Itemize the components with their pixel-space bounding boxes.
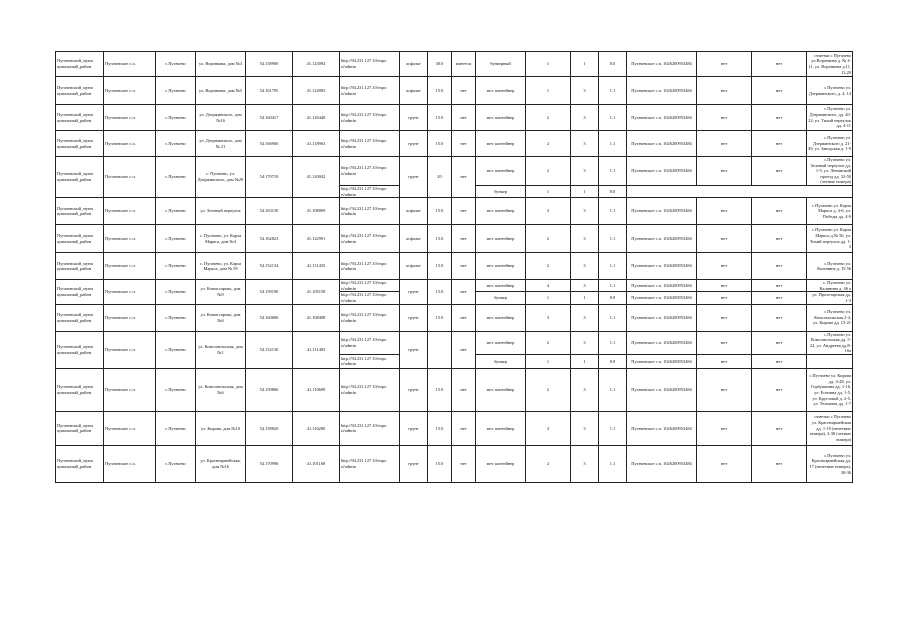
surface-cell: грунт <box>400 411 428 445</box>
flag-cell: нет <box>752 304 807 331</box>
container-planned-cell: 3 <box>571 411 599 445</box>
owner-cell: Пугачевское с.п. 1026200953484 <box>627 331 697 354</box>
container-planned-cell: 1 <box>571 292 599 304</box>
district-cell: Пугачевский_муни ципальный_район <box>56 225 104 253</box>
map-link-cell: http://94.231.127.10/expo rt/admin <box>340 105 400 131</box>
surface-cell: асфальт <box>400 77 428 105</box>
flag-cell: нет <box>752 52 807 77</box>
container-count-cell: 2 <box>526 131 571 157</box>
flag-cell: нет <box>752 77 807 105</box>
surface-cell: грунт <box>400 157 428 198</box>
container-volume-cell: 8.0 <box>599 52 627 77</box>
container-type-cell: бункерный <box>476 52 526 77</box>
served-addresses-cell: с.Пугачево ул. Дзержинского, д. 4, 14 <box>807 77 853 105</box>
owner-cell: Пугачевское с.п. 1026200953484 <box>627 198 697 225</box>
container-planned-cell: 3 <box>571 105 599 131</box>
served-addresses-cell: с.Пугачево ул. Карла Маркса д.№ 56, ул. Тихий переулок дд. 1-3 <box>807 225 853 253</box>
map-link-cell: http://94.231.127.10/expo rt/admin <box>340 77 400 105</box>
locality-cell: с.Пугачево <box>156 157 196 198</box>
area-cell: 15.0 <box>428 105 452 131</box>
flag-cell: нет <box>752 331 807 354</box>
settlement-cell: Пугачевское с.п. <box>104 280 156 304</box>
container-type-cell: бункер <box>476 354 526 368</box>
latitude-cell: 54.158820 <box>246 411 293 445</box>
served-addresses-cell: с.Пугачево ул. Кирова дд. 4-28, ул. Горбушкина дд. 1-16, ул. Есенина дд. 1-5, ул. Кругловой д. 2-5, ул. Тельмана дд. 1-7 <box>807 368 853 411</box>
longitude-cell: 41.108009 <box>293 198 340 225</box>
container-count-cell: 2 <box>526 253 571 280</box>
longitude-cell: 41.120042 <box>293 157 340 198</box>
fence-cell: нет <box>452 445 476 482</box>
district-cell: Пугачевский_муни ципальный_район <box>56 331 104 368</box>
longitude-cell: 41.110609 <box>293 368 340 411</box>
container-planned-cell: 3 <box>571 280 599 292</box>
district-cell: Пугачевский_муни ципальный_район <box>56 77 104 105</box>
flag-cell: нет <box>752 105 807 131</box>
locality-cell: с.Пугачево <box>156 105 196 131</box>
fence-cell: нет <box>452 331 476 368</box>
container-type-cell: мет. контейнер <box>476 225 526 253</box>
area-cell: 15.0 <box>428 77 452 105</box>
surface-cell: асфальт <box>400 52 428 77</box>
map-link-cell: http://94.231.127.10/expo rt/admin <box>340 131 400 157</box>
surface-cell: асфальт <box>400 253 428 280</box>
settlement-cell: Пугачевское с.п. <box>104 445 156 482</box>
map-link-cell: http://94.231.127.10/expo rt/admin <box>340 185 400 197</box>
container-volume-cell: 1.1 <box>599 411 627 445</box>
address-cell: ул. Кирова, дом №10 <box>196 411 246 445</box>
flag-cell: нет <box>697 304 752 331</box>
container-count-cell: 2 <box>526 105 571 131</box>
locality-cell: с.Пугачево <box>156 253 196 280</box>
container-type-cell: бункер <box>476 292 526 304</box>
fence-cell: нет <box>452 368 476 411</box>
map-link-cell: http://94.231.127.10/expo rt/admin <box>340 292 400 304</box>
table-row <box>56 304 853 331</box>
latitude-cell: 54.166966 <box>246 131 293 157</box>
longitude-cell: 41.116280 <box>293 411 340 445</box>
container-volume-cell: 1.1 <box>599 105 627 131</box>
served-addresses-cell: ул. Пролетарская дд. 1-3 <box>807 292 853 304</box>
container-type-cell: мет. контейнер <box>476 253 526 280</box>
flag-cell: нет <box>697 368 752 411</box>
container-count-cell: 3 <box>526 304 571 331</box>
container-type-cell: мет. контейнер <box>476 445 526 482</box>
address-cell: ул. Дзержинского, дом №16 <box>196 105 246 131</box>
served-addresses-cell <box>807 354 853 368</box>
served-addresses-cell: с.Пугачево ул. Красноармейская дд. 17 (нечетные номера), 30-36 <box>807 445 853 482</box>
latitude-cell: 54.152130 <box>246 331 293 368</box>
container-volume-cell: 1.1 <box>599 131 627 157</box>
surface-cell: грунт <box>400 131 428 157</box>
district-cell: Пугачевский_муни ципальный_район <box>56 157 104 198</box>
container-volume-cell: 1.1 <box>599 77 627 105</box>
area-cell: 15.0 <box>428 304 452 331</box>
container-type-cell: мет. контейнер <box>476 280 526 292</box>
container-type-cell: мет. контейнер <box>476 157 526 186</box>
address-cell: ул. Красноармейская, дом №16 <box>196 445 246 482</box>
fence-cell: нет <box>452 411 476 445</box>
fence-cell: нет <box>452 157 476 198</box>
flag-cell: нет <box>697 131 752 157</box>
container-count-cell: 2 <box>526 445 571 482</box>
locality-cell: с.Пугачево <box>156 411 196 445</box>
settlement-cell: Пугачевское с.п. <box>104 304 156 331</box>
area-cell: 15.0 <box>428 253 452 280</box>
flag-cell: нет <box>752 445 807 482</box>
surface-cell: грунт <box>400 304 428 331</box>
flag-cell: нет <box>752 280 807 292</box>
map-link-cell: http://94.231.127.10/expo rt/admin <box>340 368 400 411</box>
owner-cell: Пугачевское с.п. 1026200953484 <box>627 77 697 105</box>
served-addresses-cell: с.Пугачево ул. Зеленый переулок дд. 1-5, ул. Ленинский проезд дд. 32-50 (четные номера) <box>807 157 853 186</box>
longitude-cell: 41.111435 <box>293 253 340 280</box>
fence-cell: нет <box>452 131 476 157</box>
map-link-cell: http://94.231.127.10/expo rt/admin <box>340 331 400 354</box>
map-link-cell: http://94.231.127.10/expo rt/admin <box>340 253 400 280</box>
container-volume-cell: 1.1 <box>599 225 627 253</box>
map-link-cell: http://94.231.127.10/expo rt/admin <box>340 157 400 186</box>
container-count-cell: 2 <box>526 331 571 354</box>
table-row <box>56 52 853 77</box>
area-cell: 15.0 <box>428 280 452 304</box>
flag-cell: нет <box>697 52 752 77</box>
map-link-cell: http://94.231.127.10/expo rt/admin <box>340 445 400 482</box>
fence-cell: нет <box>452 225 476 253</box>
locality-cell: с.Пугачево <box>156 280 196 304</box>
settlement-cell: Пугачевское с.п. <box>104 105 156 131</box>
container-volume-cell: 1.1 <box>599 368 627 411</box>
map-link-cell: http://94.231.127.10/expo rt/admin <box>340 198 400 225</box>
flag-cell: нет <box>752 225 807 253</box>
container-planned-cell: 3 <box>571 445 599 482</box>
settlement-cell: Пугачевское с.п. <box>104 368 156 411</box>
container-type-cell: мет. контейнер <box>476 368 526 411</box>
flag-cell: нет <box>697 411 752 445</box>
flag-cell: нет <box>697 354 752 368</box>
latitude-cell: 54.152134 <box>246 253 293 280</box>
locality-cell: с.Пугачево <box>156 304 196 331</box>
container-volume-cell: 1.1 <box>599 280 627 292</box>
flag-cell: нет <box>697 198 752 225</box>
table-row <box>56 253 853 280</box>
map-link-cell: http://94.231.127.10/expo rt/admin <box>340 280 400 292</box>
container-count-cell: 1 <box>526 354 571 368</box>
latitude-cell: 54.163130 <box>246 198 293 225</box>
container-planned-cell: 3 <box>571 131 599 157</box>
container-volume-cell: 1.1 <box>599 331 627 354</box>
longitude-cell: 41.122991 <box>293 225 340 253</box>
flag-cell: нет <box>752 411 807 445</box>
flag-cell: нет <box>697 77 752 105</box>
served-addresses-cell: с. Пугачево ул. Калинина д. 46 а <box>807 280 853 292</box>
owner-cell: Пугачевское с.п. 1026200953484 <box>627 292 697 304</box>
flag-cell: нет <box>697 225 752 253</box>
container-volume-cell: 1.1 <box>599 253 627 280</box>
served-addresses-cell: с.Пугачево ул. Дзержинского, дд. 20-22, ул. Тихий переулок дд. 4-11 <box>807 105 853 131</box>
area-cell: 15.0 <box>428 131 452 157</box>
surface-cell: грунт <box>400 445 428 482</box>
surface-cell: грунт <box>400 331 428 368</box>
container-planned-cell: 3 <box>571 157 599 186</box>
district-cell: Пугачевский_муни ципальный_район <box>56 304 104 331</box>
longitude-cell: 41.118963 <box>293 131 340 157</box>
locality-cell: с.Пугачево <box>156 368 196 411</box>
fence-cell: нет <box>452 280 476 304</box>
container-count-cell: 2 <box>526 157 571 186</box>
table-row <box>56 77 853 105</box>
latitude-cell: 54.160686 <box>246 304 293 331</box>
flag-cell: нет <box>752 292 807 304</box>
district-cell: Пугачевский_муни ципальный_район <box>56 253 104 280</box>
flag-cell: нет <box>752 354 807 368</box>
district-cell: Пугачевский_муни ципальный_район <box>56 445 104 482</box>
address-cell: ул. Воронкова, дом №3 <box>196 52 246 77</box>
latitude-cell: 54.162823 <box>246 225 293 253</box>
table-row <box>56 411 853 445</box>
served-addresses-cell: с.Пугачево ул. Дзержинского д. 21-49, ул. Заводская д. 1-9 <box>807 131 853 157</box>
district-cell: Пугачевский_муни ципальный_район <box>56 52 104 77</box>
latitude-cell: 54.170719 <box>246 157 293 198</box>
map-link-cell: http://94.231.127.10/expo rt/admin <box>340 225 400 253</box>
latitude-cell: 54.161795 <box>246 77 293 105</box>
area-cell: 20 <box>428 157 452 198</box>
longitude-cell: 41.108408 <box>293 304 340 331</box>
container-type-cell: мет. контейнер <box>476 77 526 105</box>
address-cell: ул. Дзержинского, дом № 21 <box>196 131 246 157</box>
area-cell: 15.0 <box>428 225 452 253</box>
fence-cell: нет <box>452 198 476 225</box>
container-planned-cell: 3 <box>571 368 599 411</box>
served-addresses-cell: с.Пугачево ул. Калинина д. 19 56 <box>807 253 853 280</box>
district-cell: Пугачевский_муни ципальный_район <box>56 105 104 131</box>
latitude-cell: 54.159866 <box>246 368 293 411</box>
owner-cell: Пугачевское с.п. 1026200953484 <box>627 157 697 186</box>
address-cell: ул. Воронкова, дом №5 <box>196 77 246 105</box>
locality-cell: с.Пугачево <box>156 77 196 105</box>
map-link-cell: http://94.231.127.10/expo rt/admin <box>340 354 400 368</box>
table-row <box>56 225 853 253</box>
flag-cell: нет <box>697 253 752 280</box>
container-count-cell: 2 <box>526 225 571 253</box>
locality-cell: с.Пугачево <box>156 198 196 225</box>
flag-cell: нет <box>752 253 807 280</box>
locality-cell: с.Пугачево <box>156 225 196 253</box>
locality-cell: с.Пугачево <box>156 445 196 482</box>
container-planned-cell: 3 <box>571 331 599 354</box>
settlement-cell: Пугачевское с.п. <box>104 157 156 198</box>
table-row <box>56 445 853 482</box>
flag-cell: нет <box>697 157 752 186</box>
owner-cell: Пугачевское с.п. 1026200953484 <box>627 445 697 482</box>
latitude-cell: 54.170996 <box>246 445 293 482</box>
settlement-cell: Пугачевское с.п. <box>104 253 156 280</box>
container-volume-cell: 8.0 <box>599 292 627 304</box>
district-cell: Пугачевский_муни ципальный_район <box>56 280 104 304</box>
container-volume-cell: 8.0 <box>599 354 627 368</box>
district-cell: Пугачевский_муни ципальный_район <box>56 411 104 445</box>
served-addresses-cell: отметки с Пугачево ул.Воронкова д. № 4-11, ул. Воронкова д.11, 13,29 <box>808 52 851 75</box>
table-row <box>56 368 853 411</box>
flag-cell: нет <box>752 131 807 157</box>
locality-cell: с.Пугачево <box>156 331 196 368</box>
flag-cell: нет <box>697 331 752 354</box>
fence-cell: имеется <box>452 52 476 77</box>
longitude-cell: 41.105158 <box>293 280 340 304</box>
owner-cell: Пугачевское с.п. 1026200953484 <box>627 225 697 253</box>
longitude-cell: 41.126440 <box>293 105 340 131</box>
map-link-cell: http://94.231.127.10/expo rt/admin <box>340 304 400 331</box>
surface-cell: грунт <box>400 368 428 411</box>
longitude-cell: 41.124985 <box>293 77 340 105</box>
served-addresses-cell: отметки с Пугачево ул. Красноармейская дд. 1-19 (нечетные номера), 2-38 (четные номера) <box>807 411 853 445</box>
address-cell: ул. Комсомольская, дом №6 <box>196 368 246 411</box>
flag-cell: нет <box>697 280 752 292</box>
area-cell: 30.0 <box>428 52 452 77</box>
table-row <box>56 331 853 354</box>
address-cell: ул. Комиссарова, дом №6 <box>196 304 246 331</box>
container-type-cell: бункер <box>476 185 526 197</box>
container-planned-cell: 3 <box>571 225 599 253</box>
address-cell: с. Пугачево, ул. Карла Маркса, дом №4 <box>196 225 246 253</box>
flag-cell: нет <box>697 105 752 131</box>
container-planned-cell: 1 <box>571 354 599 368</box>
longitude-cell: 41.123094 <box>293 52 340 77</box>
flag-cell: нет <box>697 445 752 482</box>
container-volume-cell: 1.1 <box>599 198 627 225</box>
flag-cell: нет <box>752 157 807 186</box>
flag-cell: нет <box>697 292 752 304</box>
fence-cell: нет <box>452 304 476 331</box>
container-count-cell: 3 <box>526 198 571 225</box>
container-count-cell: 3 <box>526 411 571 445</box>
container-type-cell: мет. контейнер <box>476 131 526 157</box>
longitude-cell: 41.111483 <box>293 331 340 368</box>
container-planned-cell: 3 <box>571 253 599 280</box>
owner-cell: Пугачевское с.п. 1026200953484 <box>627 253 697 280</box>
table-row <box>56 198 853 225</box>
table-row <box>56 105 853 131</box>
table-row <box>56 157 853 186</box>
empty-cell <box>627 185 853 197</box>
map-link-cell: http://94.231.127.10/expo rt/admin <box>340 411 400 445</box>
locality-cell: с.Пугачево <box>156 131 196 157</box>
served-addresses-cell: с.Пугачево ул. Комсомольская дд. 5-22, ул. Андреева дд.8-16а <box>807 331 853 354</box>
settlement-cell: Пугачевское с.п. <box>104 77 156 105</box>
settlement-cell: Пугачевское с.п. <box>104 411 156 445</box>
surface-cell: грунт <box>400 105 428 131</box>
container-planned-cell: 1 <box>571 52 599 77</box>
owner-cell: Пугачевское с.п. 1026200953484 <box>627 354 697 368</box>
settlement-cell: Пугачевское с.п. <box>104 331 156 368</box>
owner-cell: Пугачевское с.п. 1026200953484 <box>627 411 697 445</box>
owner-cell: Пугачевское с.п. 1026200953484 <box>627 368 697 411</box>
container-type-cell: мет. контейнер <box>476 304 526 331</box>
container-planned-cell: 3 <box>571 304 599 331</box>
owner-cell: Пугачевское с.п. 1026200953484 <box>627 131 697 157</box>
latitude-cell: 54.158900 <box>246 52 293 77</box>
served-addresses-cell: с.Пугачево ул. Комсомольская 2-4, ул. Кирова дд. 15-21 <box>807 304 853 331</box>
settlement-cell: Пугачевское с.п. <box>104 198 156 225</box>
table-row <box>56 131 853 157</box>
area-cell <box>428 331 452 368</box>
latitude-cell: 54.159190 <box>246 280 293 304</box>
table-row <box>56 280 853 292</box>
container-type-cell: мет. контейнер <box>476 331 526 354</box>
map-link-cell: http://94.231.127.10/expo rt/admin <box>340 52 400 77</box>
container-type-cell: мет. контейнер <box>476 105 526 131</box>
container-planned-cell: 3 <box>571 77 599 105</box>
area-cell: 15.0 <box>428 445 452 482</box>
district-cell: Пугачевский_муни ципальный_район <box>56 198 104 225</box>
container-type-cell: мет. контейнер <box>476 198 526 225</box>
owner-cell: Пугачевское с.п. 1026200953484 <box>627 280 697 292</box>
container-type-cell: мет. контейнер <box>476 411 526 445</box>
container-volume-cell: 8.0 <box>599 185 627 197</box>
district-cell: Пугачевский_муни ципальный_район <box>56 368 104 411</box>
fence-cell: нет <box>452 77 476 105</box>
area-cell: 15.0 <box>428 198 452 225</box>
container-count-cell: 1 <box>526 52 571 77</box>
locality-cell: с.Пугачево <box>156 52 196 77</box>
settlement-cell: Пугачевское с.п. <box>104 225 156 253</box>
district-cell: Пугачевский_муни ципальный_район <box>56 131 104 157</box>
container-volume-cell: 1.1 <box>599 445 627 482</box>
container-count-cell: 1 <box>526 185 571 197</box>
container-volume-cell: 1.1 <box>599 304 627 331</box>
latitude-cell: 54.160417 <box>246 105 293 131</box>
owner-cell: Пугачевское с.п. 1026200953484 <box>627 105 697 131</box>
owner-cell: Пугачевское с.п. 1026200953484 <box>627 52 697 77</box>
settlement-cell: Пугачевское с.п. <box>104 52 156 77</box>
address-cell: ул. Зеленый переулок <box>196 198 246 225</box>
container-volume-cell: 1.1 <box>599 157 627 186</box>
container-planned-cell: 3 <box>571 198 599 225</box>
flag-cell: нет <box>752 368 807 411</box>
container-count-cell: 2 <box>526 368 571 411</box>
container-count-cell: 4 <box>526 280 571 292</box>
surface-cell: асфальт <box>400 198 428 225</box>
container-count-cell: 1 <box>526 77 571 105</box>
address-cell: с. Пугачево, ул. Карла Маркса, дом № 59 <box>196 253 246 280</box>
fence-cell: нет <box>452 105 476 131</box>
address-cell: с. Пугачево, ул. Дзержинского, дом №29 <box>196 157 246 198</box>
flag-cell: нет <box>752 198 807 225</box>
settlement-cell: Пугачевское с.п. <box>104 131 156 157</box>
owner-cell: Пугачевское с.п. 1026200953484 <box>627 304 697 331</box>
area-cell: 15.0 <box>428 411 452 445</box>
surface-cell: грунт <box>400 280 428 304</box>
container-count-cell: 1 <box>526 292 571 304</box>
served-addresses-cell: с.Пугачево ул. Карла Маркса д. 4-6, ул. Победы дд. 4-9 <box>807 198 853 225</box>
container-sites-table <box>55 51 853 483</box>
container-planned-cell: 1 <box>571 185 599 197</box>
longitude-cell: 41.101168 <box>293 445 340 482</box>
address-cell: ул. Комиссарова, дом №9 <box>196 280 246 304</box>
surface-cell: асфальт <box>400 225 428 253</box>
address-cell: ул. Комсомольская, дом №1 <box>196 331 246 368</box>
area-cell: 15.0 <box>428 368 452 411</box>
fence-cell: нет <box>452 253 476 280</box>
